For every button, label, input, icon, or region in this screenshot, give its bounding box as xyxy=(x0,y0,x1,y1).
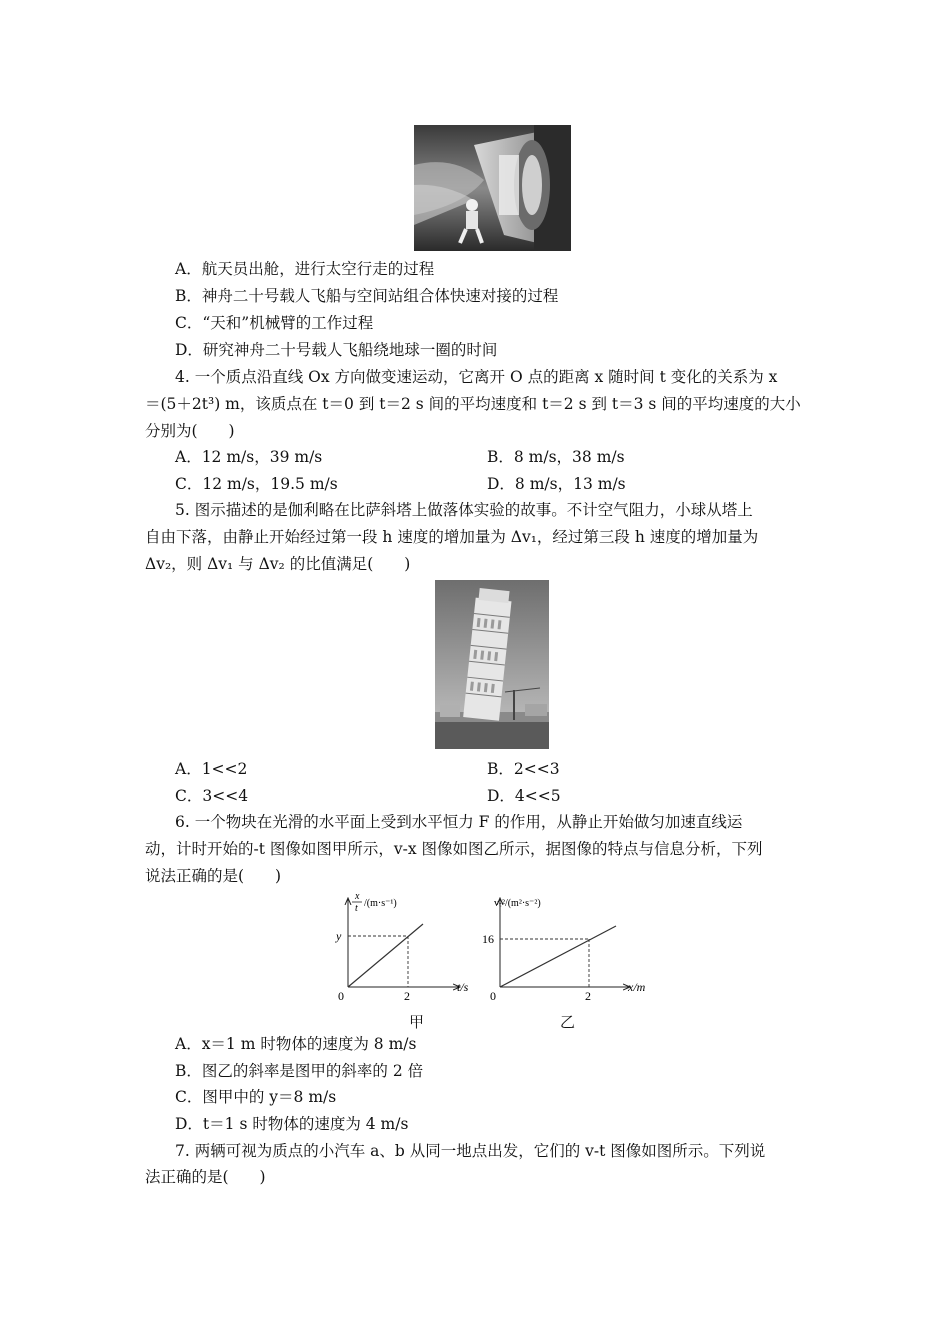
q5-stem-line-3: Δv₂，则 Δv₁ 与 Δv₂ 的比值满足( ) xyxy=(145,555,411,573)
q5-stem-line-1: 5. 图示描述的是伽利略在比萨斜塔上做落体实验的故事。不计空气阻力，小球从塔上 xyxy=(175,501,753,519)
q6-stem-line-1: 6. 一个物块在光滑的水平面上受到水平恒力 F 的作用，从静止开始做匀加速直线运 xyxy=(175,813,743,831)
graph-jia xyxy=(330,888,480,1006)
q6-option-b: B．图乙的斜率是图甲的斜率的 2 倍 xyxy=(175,1062,424,1080)
graph-yi xyxy=(480,888,660,1006)
q3-option-b: B．神舟二十号载人飞船与空间站组合体快速对接的过程 xyxy=(175,287,559,305)
q6-stem-line-2: 动，计时开始的-t 图像如图甲所示，v-x 图像如图乙所示，据图像的特点与信息分析，下列 xyxy=(145,840,763,858)
graph-jia-x-tick: 2 xyxy=(404,989,410,1003)
graph-jia-ylabel-num: x xyxy=(355,891,360,902)
q5-stem-line-2: 自由下落，由静止开始经过第一段 h 速度的增加量为 Δv₁，经过第三段 h 速度的增加量为 xyxy=(145,528,759,546)
q6-option-d: D．t＝1 s 时物体的速度为 4 m/s xyxy=(175,1115,409,1133)
q6-option-c: C．图甲中的 y＝8 m/s xyxy=(175,1088,337,1106)
astronaut-photo xyxy=(414,125,571,251)
graph-jia-y-tick: y xyxy=(336,929,342,943)
q7-stem-line-1: 7. 两辆可视为质点的小汽车 a、b 从同一地点出发，它们的 v-t 图像如图所示。下列说 xyxy=(175,1142,766,1160)
q3-option-c: C．“天和”机械臂的工作过程 xyxy=(175,314,374,332)
q7-stem-line-2: 法正确的是( ) xyxy=(145,1168,266,1186)
graph-yi-x-tick: 2 xyxy=(585,989,591,1003)
q4-stem-line-1: 4. 一个质点沿直线 Ox 方向做变速运动，它离开 O 点的距离 x 随时间 t 变化的关系为 x xyxy=(175,368,778,386)
q4-option-d: D．8 m/s，13 m/s xyxy=(487,475,626,493)
q5-option-c: C．3<<4 xyxy=(175,787,249,805)
graph-yi-origin: 0 xyxy=(490,989,496,1003)
q4-stem-line-3: 分别为( ) xyxy=(145,422,235,440)
leaning-tower-photo xyxy=(435,580,549,749)
graph-yi-data-line xyxy=(500,926,616,987)
graph-yi-caption: 乙 xyxy=(560,1013,576,1031)
graph-yi-xlabel: x/m xyxy=(628,980,646,994)
graph-jia-origin: 0 xyxy=(338,989,344,1003)
q6-option-a: A．x＝1 m 时物体的速度为 8 m/s xyxy=(175,1035,417,1053)
q5-option-b: B．2<<3 xyxy=(487,760,560,778)
graph-jia-data-line xyxy=(348,924,423,987)
q4-option-a: A．12 m/s，39 m/s xyxy=(175,448,323,466)
q5-option-d: D．4<<5 xyxy=(487,787,561,805)
graph-yi-y-tick: 16 xyxy=(482,932,494,946)
graph-jia-caption: 甲 xyxy=(409,1013,425,1031)
graph-jia-ylabel-unit: /(m·s⁻¹) xyxy=(364,898,397,909)
q4-option-b: B．8 m/s，38 m/s xyxy=(487,448,625,466)
q4-option-c: C．12 m/s，19.5 m/s xyxy=(175,475,338,493)
graph-jia-ylabel-den: t xyxy=(355,903,358,914)
q6-stem-line-3: 说法正确的是( ) xyxy=(145,867,282,885)
graph-yi-ylabel: vₜ²/(m²·s⁻²) xyxy=(494,898,541,909)
q4-stem-line-2: ＝(5＋2t³) m，该质点在 t＝0 到 t＝2 s 间的平均速度和 t＝2 s 到 t＝3 s 间的平均速度的大小 xyxy=(145,395,801,413)
q3-option-a: A．航天员出舱，进行太空行走的过程 xyxy=(175,260,435,278)
graph-jia-xlabel: t/s xyxy=(457,980,469,994)
q5-option-a: A．1<<2 xyxy=(175,760,248,778)
q3-option-d: D．研究神舟二十号载人飞船绕地球一圈的时间 xyxy=(175,341,498,359)
